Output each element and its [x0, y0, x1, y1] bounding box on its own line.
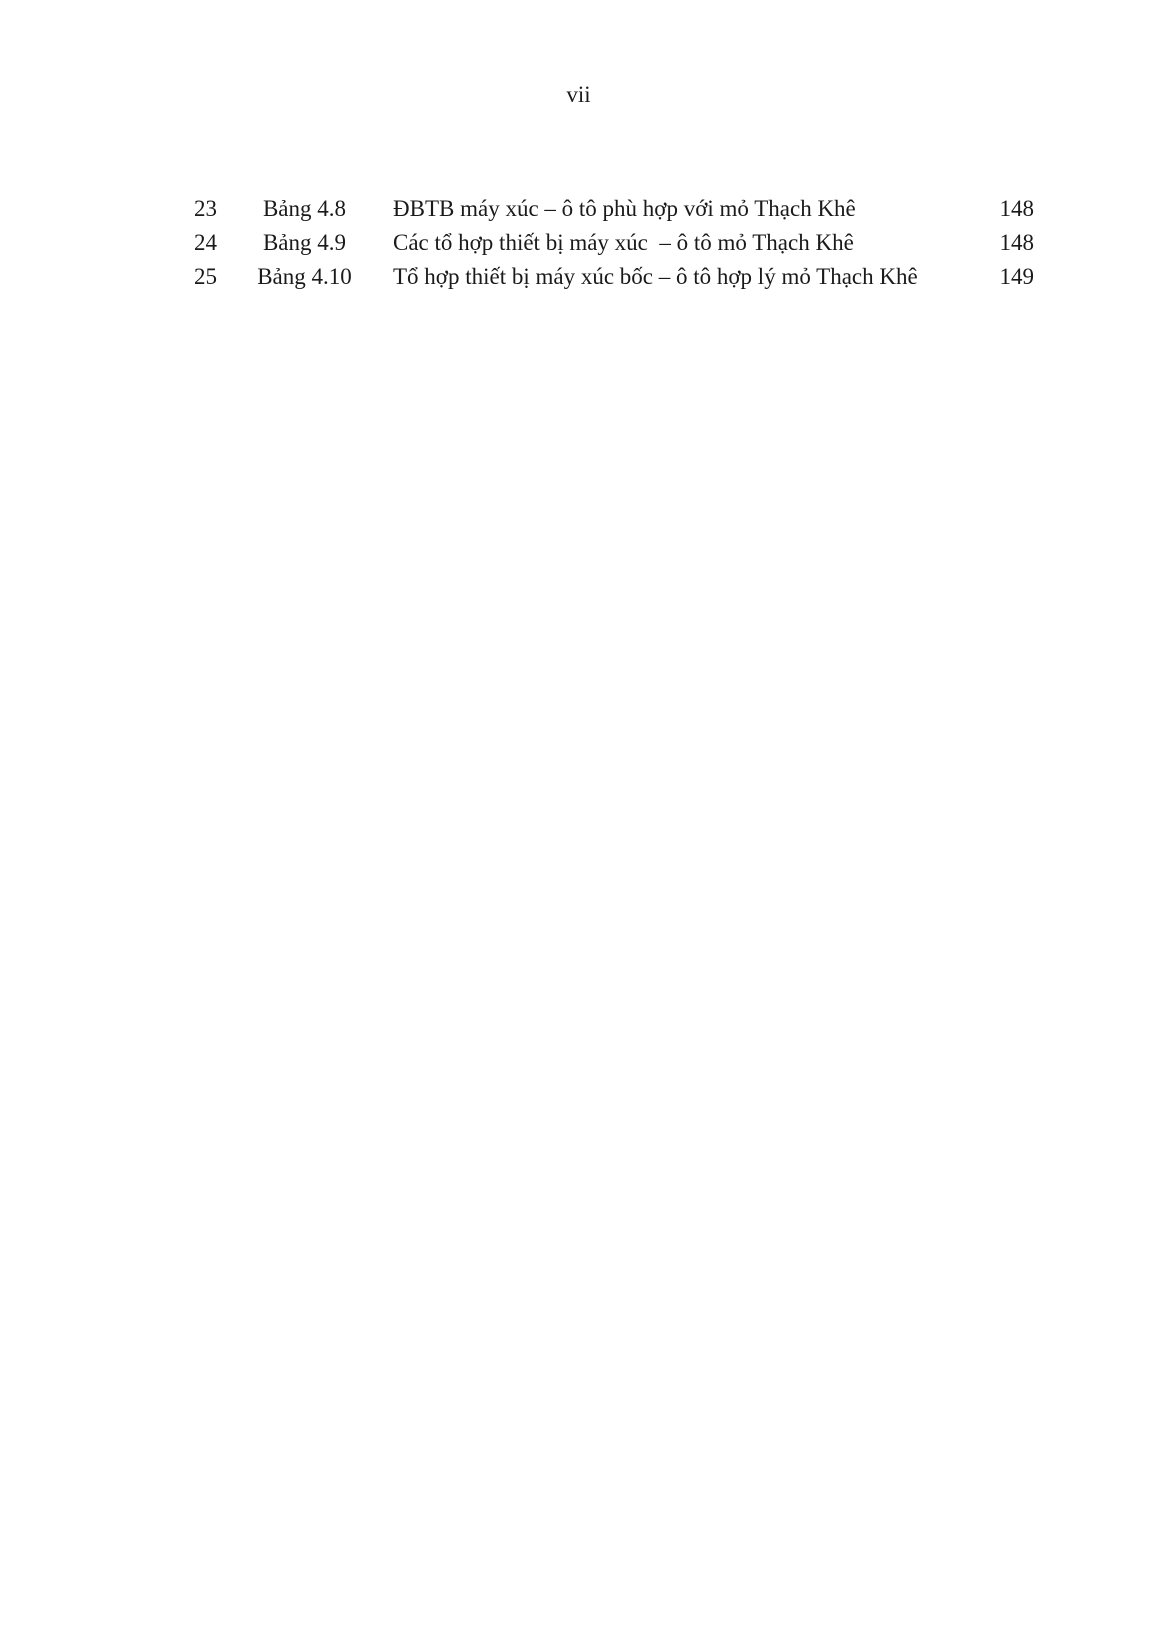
table-of-contents [188, 195, 1034, 297]
entry-title: Các tổ hợp thiết bị máy xúc – ô tô mỏ Thạch Khê [393, 230, 854, 255]
entry-label: Bảng 4.8 [262, 196, 347, 221]
entry-page: 148 [999, 230, 1034, 255]
entry-page: 148 [999, 196, 1034, 221]
entry-page: 149 [999, 264, 1034, 289]
toc-entry [188, 195, 1034, 222]
entry-title: ĐBTB máy xúc – ô tô phù hợp với mỏ Thạch Khê [393, 196, 856, 221]
entry-label: Bảng 4.10 [257, 264, 352, 289]
entry-index: 25 [194, 264, 217, 289]
toc-entry [188, 229, 1034, 256]
entry-index: 23 [194, 196, 217, 221]
entry-title: Tổ hợp thiết bị máy xúc bốc – ô tô hợp lý mỏ Thạch Khê [393, 264, 918, 289]
page-number: vii [566, 82, 591, 107]
entry-index: 24 [194, 230, 217, 255]
toc-entry [188, 263, 1034, 290]
entry-label: Bảng 4.9 [262, 230, 347, 255]
